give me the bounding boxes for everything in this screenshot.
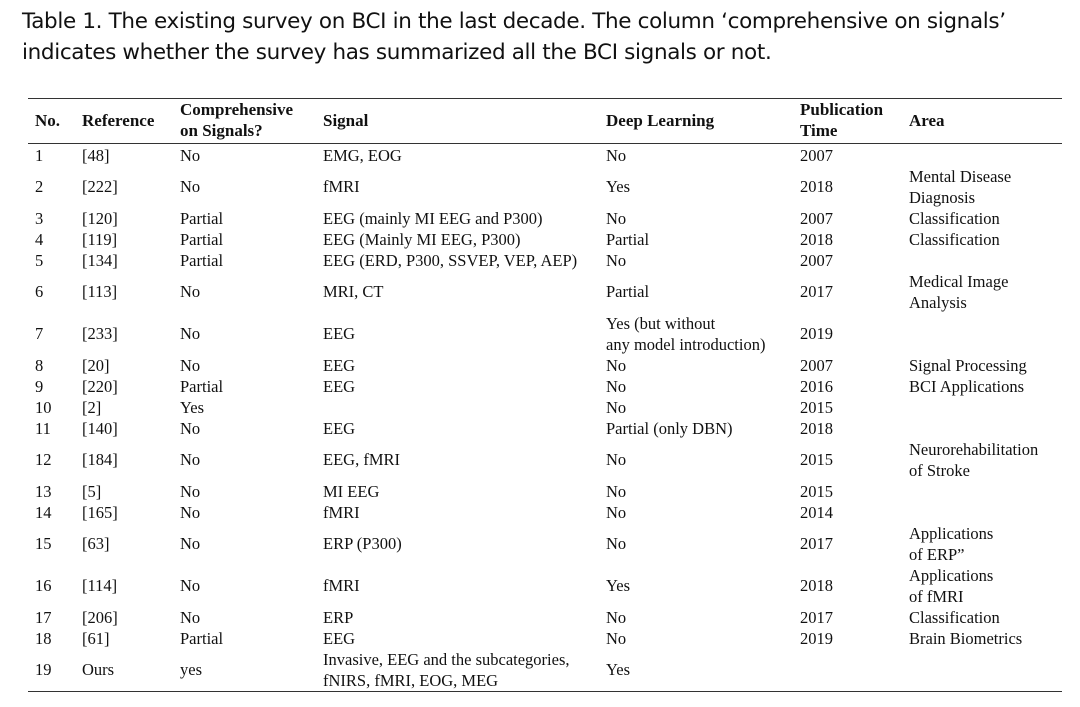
cell-publication-time: 2007 [800, 356, 833, 375]
table-row [28, 271, 1062, 313]
header-publication-line2: Time [800, 121, 838, 140]
header-comprehensive-line1: Comprehensive [180, 100, 294, 119]
cell-reference: [184] [82, 450, 118, 469]
cell-no: 11 [35, 419, 51, 438]
cell-area [909, 166, 1011, 208]
cell-signal [323, 502, 360, 523]
cell-deep-learning [606, 355, 626, 376]
cell-publication-time: 2007 [800, 209, 833, 228]
cell-signal-line: EEG (ERD, P300, SSVEP, VEP, AEP) [323, 251, 578, 270]
cell-reference: [2] [82, 398, 102, 417]
cell-area [909, 439, 1038, 481]
cell-signal-line: MI EEG [323, 482, 380, 501]
cell-publication-time: 2015 [800, 398, 833, 417]
cell-signal-line: Invasive, EEG and the subcategories, [323, 650, 570, 669]
cell-reference: [120] [82, 209, 118, 228]
table-row [28, 145, 1062, 166]
survey-table [28, 98, 1062, 692]
table-row [28, 649, 1062, 691]
cell-reference: [63] [82, 534, 110, 553]
cell-comprehensive: No [180, 356, 201, 375]
cell-comprehensive: Yes [180, 398, 205, 417]
cell-area-line: Analysis [909, 293, 967, 312]
cell-publication-time: 2017 [800, 534, 833, 553]
header-area: Area [909, 111, 945, 130]
cell-area-line: Classification [909, 209, 1000, 228]
cell-comprehensive: No [180, 534, 201, 553]
cell-deep-learning [606, 418, 732, 439]
cell-comprehensive: Partial [180, 629, 224, 648]
cell-deep-learning-line: Partial (only DBN) [606, 419, 733, 438]
cell-signal-line: EEG (Mainly MI EEG, P300) [323, 230, 521, 249]
cell-area [909, 607, 1000, 628]
cell-no: 18 [35, 629, 52, 648]
cell-area [909, 355, 1027, 376]
cell-deep-learning [606, 281, 649, 302]
cell-reference: Ours [82, 660, 115, 679]
cell-signal [323, 449, 400, 470]
cell-signal [323, 628, 355, 649]
cell-publication-time: 2007 [800, 251, 833, 270]
cell-reference: [206] [82, 608, 118, 627]
cell-area-line: Mental Disease [909, 167, 1012, 186]
table-row [28, 397, 1062, 418]
cell-signal [323, 281, 384, 302]
table-row [28, 166, 1062, 208]
cell-signal-line: EEG [323, 377, 356, 396]
header-reference: Reference [82, 111, 155, 130]
cell-deep-learning [606, 502, 626, 523]
cell-deep-learning-line: Yes (but without [606, 314, 716, 333]
cell-area-line: Neurorehabilitation [909, 440, 1039, 459]
cell-no: 5 [35, 251, 44, 270]
cell-signal-line: EEG [323, 356, 356, 375]
cell-area-line: of fMRI [909, 587, 964, 606]
cell-deep-learning-line: No [606, 608, 627, 627]
cell-deep-learning [606, 481, 626, 502]
cell-signal [323, 533, 402, 554]
cell-signal [323, 376, 355, 397]
cell-area-line: Classification [909, 608, 1000, 627]
table-body [28, 144, 1062, 691]
cell-deep-learning [606, 533, 626, 554]
cell-signal-line: fMRI [323, 576, 360, 595]
cell-no: 9 [35, 377, 44, 396]
cell-signal-line: EEG [323, 419, 356, 438]
cell-area [909, 628, 1022, 649]
header-comprehensive-line2: on Signals? [180, 121, 263, 140]
cell-publication-time: 2018 [800, 230, 833, 249]
cell-deep-learning-line: No [606, 356, 627, 375]
cell-signal-line: EEG [323, 324, 356, 343]
cell-comprehensive: No [180, 503, 201, 522]
table-header [28, 99, 1062, 144]
cell-area [909, 523, 993, 565]
cell-no: 13 [35, 482, 52, 501]
cell-no: 16 [35, 576, 52, 595]
cell-comprehensive: No [180, 324, 201, 343]
cell-deep-learning-line: Yes [606, 660, 631, 679]
table-row [28, 250, 1062, 271]
cell-deep-learning-line: No [606, 398, 627, 417]
cell-deep-learning-line: Partial [606, 230, 650, 249]
cell-deep-learning [606, 659, 630, 680]
cell-deep-learning-line: No [606, 503, 627, 522]
table-row [28, 313, 1062, 355]
cell-deep-learning [606, 397, 626, 418]
cell-publication-time: 2018 [800, 177, 833, 196]
table-row [28, 628, 1062, 649]
header-deep-learning: Deep Learning [606, 111, 715, 130]
cell-signal [323, 176, 360, 197]
cell-publication-time: 2007 [800, 146, 833, 165]
cell-deep-learning [606, 628, 626, 649]
cell-publication-time: 2019 [800, 324, 833, 343]
cell-reference: [5] [82, 482, 102, 501]
cell-signal [323, 418, 355, 439]
cell-signal [323, 355, 355, 376]
cell-signal-line: fMRI [323, 503, 360, 522]
cell-deep-learning [606, 250, 626, 271]
table-row [28, 565, 1062, 607]
cell-area [909, 376, 1024, 397]
cell-deep-learning-line: No [606, 251, 627, 270]
cell-deep-learning [606, 607, 626, 628]
cell-signal-line: EEG [323, 629, 356, 648]
cell-comprehensive: No [180, 608, 201, 627]
cell-area-line: Applications [909, 524, 994, 543]
table-row [28, 481, 1062, 502]
cell-reference: [20] [82, 356, 110, 375]
cell-no: 19 [35, 660, 52, 679]
cell-deep-learning-line: No [606, 377, 627, 396]
cell-area [909, 271, 1008, 313]
table-row [28, 229, 1062, 250]
cell-signal-line: EMG, EOG [323, 146, 402, 165]
cell-deep-learning [606, 229, 649, 250]
cell-comprehensive: Partial [180, 209, 224, 228]
cell-no: 17 [35, 608, 52, 627]
cell-comprehensive: No [180, 576, 201, 595]
cell-deep-learning [606, 376, 626, 397]
cell-reference: [48] [82, 146, 110, 165]
cell-signal [323, 607, 353, 628]
cell-publication-time: 2016 [800, 377, 833, 396]
table-row [28, 607, 1062, 628]
cell-no: 4 [35, 230, 44, 249]
cell-signal [323, 649, 570, 691]
cell-signal [323, 229, 521, 250]
header-publication-time [800, 99, 883, 141]
cell-no: 10 [35, 398, 52, 417]
cell-deep-learning-line: Yes [606, 576, 631, 595]
cell-area-line: Medical Image [909, 272, 1009, 291]
cell-signal [323, 250, 577, 271]
cell-no: 3 [35, 209, 44, 228]
cell-publication-time: 2015 [800, 450, 833, 469]
cell-reference: [61] [82, 629, 110, 648]
cell-area [909, 208, 1000, 229]
table-row [28, 523, 1062, 565]
cell-reference: [119] [82, 230, 118, 249]
cell-no: 8 [35, 356, 44, 375]
cell-deep-learning-line: No [606, 209, 627, 228]
table-caption: Table 1. The existing survey on BCI in the last decade. The column ‘comprehensive on signals’ indicates whether the survey has summarized all the BCI signals or not. [22, 9, 1006, 65]
cell-area-line: Diagnosis [909, 188, 975, 207]
cell-signal-line: EEG, fMRI [323, 450, 400, 469]
cell-no: 12 [35, 450, 52, 469]
table-row [28, 439, 1062, 481]
header-no: No. [35, 111, 61, 130]
table-row [28, 355, 1062, 376]
cell-area-line: Brain Biometrics [909, 629, 1023, 648]
cell-deep-learning-line: Partial [606, 282, 650, 301]
cell-no: 7 [35, 324, 44, 343]
table-row [28, 376, 1062, 397]
cell-signal-line: fNIRS, fMRI, EOG, MEG [323, 671, 499, 690]
cell-deep-learning-line: Yes [606, 177, 631, 196]
cell-deep-learning [606, 313, 765, 355]
cell-publication-time: 2019 [800, 629, 833, 648]
cell-reference: [113] [82, 282, 118, 301]
cell-comprehensive: No [180, 482, 201, 501]
cell-deep-learning [606, 575, 630, 596]
cell-area [909, 229, 1000, 250]
cell-area-line: of Stroke [909, 461, 970, 480]
table-row [28, 418, 1062, 439]
header-comprehensive [180, 99, 293, 141]
cell-signal [323, 481, 379, 502]
cell-deep-learning-line: No [606, 534, 627, 553]
cell-comprehensive: yes [180, 660, 202, 679]
cell-signal-line: fMRI [323, 177, 360, 196]
cell-comprehensive: No [180, 177, 201, 196]
cell-area-line: Signal Processing [909, 356, 1027, 375]
header-signal: Signal [323, 111, 369, 130]
header-publication-line1: Publication [800, 100, 884, 119]
cell-reference: [140] [82, 419, 118, 438]
cell-deep-learning-line: No [606, 629, 627, 648]
cell-no: 6 [35, 282, 44, 301]
cell-publication-time: 2014 [800, 503, 833, 522]
cell-publication-time: 2015 [800, 482, 833, 501]
cell-no: 1 [35, 146, 44, 165]
cell-comprehensive: Partial [180, 230, 224, 249]
cell-signal-line: ERP (P300) [323, 534, 402, 553]
cell-deep-learning [606, 208, 626, 229]
cell-signal-line: EEG (mainly MI EEG and P300) [323, 209, 543, 228]
cell-deep-learning-line: No [606, 450, 627, 469]
cell-deep-learning [606, 145, 626, 166]
cell-no: 2 [35, 177, 44, 196]
cell-reference: [134] [82, 251, 118, 270]
cell-deep-learning [606, 176, 630, 197]
cell-signal [323, 323, 355, 344]
cell-deep-learning-line: any model introduction) [606, 335, 766, 354]
cell-signal-line: ERP [323, 608, 354, 627]
cell-area-line: Applications [909, 566, 994, 585]
cell-deep-learning [606, 449, 626, 470]
cell-publication-time: 2017 [800, 282, 833, 301]
cell-comprehensive: No [180, 419, 201, 438]
table-row [28, 208, 1062, 229]
cell-signal [323, 145, 402, 166]
cell-signal [323, 208, 543, 229]
cell-deep-learning-line: No [606, 482, 627, 501]
cell-reference: [114] [82, 576, 118, 595]
cell-area [909, 565, 993, 607]
cell-comprehensive: No [180, 146, 201, 165]
cell-comprehensive: Partial [180, 377, 224, 396]
cell-no: 15 [35, 534, 52, 553]
cell-area-line: BCI Applications [909, 377, 1025, 396]
cell-publication-time: 2018 [800, 576, 833, 595]
cell-no: 14 [35, 503, 52, 522]
cell-reference: [165] [82, 503, 118, 522]
cell-signal [323, 575, 360, 596]
cell-deep-learning-line: No [606, 146, 627, 165]
cell-reference: [222] [82, 177, 118, 196]
cell-comprehensive: No [180, 450, 201, 469]
cell-reference: [220] [82, 377, 118, 396]
cell-signal-line: MRI, CT [323, 282, 384, 301]
cell-comprehensive: No [180, 282, 201, 301]
cell-publication-time: 2018 [800, 419, 833, 438]
cell-reference: [233] [82, 324, 118, 343]
cell-area-line: of ERP” [909, 545, 965, 564]
table-row [28, 502, 1062, 523]
cell-area-line: Classification [909, 230, 1000, 249]
cell-publication-time: 2017 [800, 608, 833, 627]
cell-comprehensive: Partial [180, 251, 224, 270]
